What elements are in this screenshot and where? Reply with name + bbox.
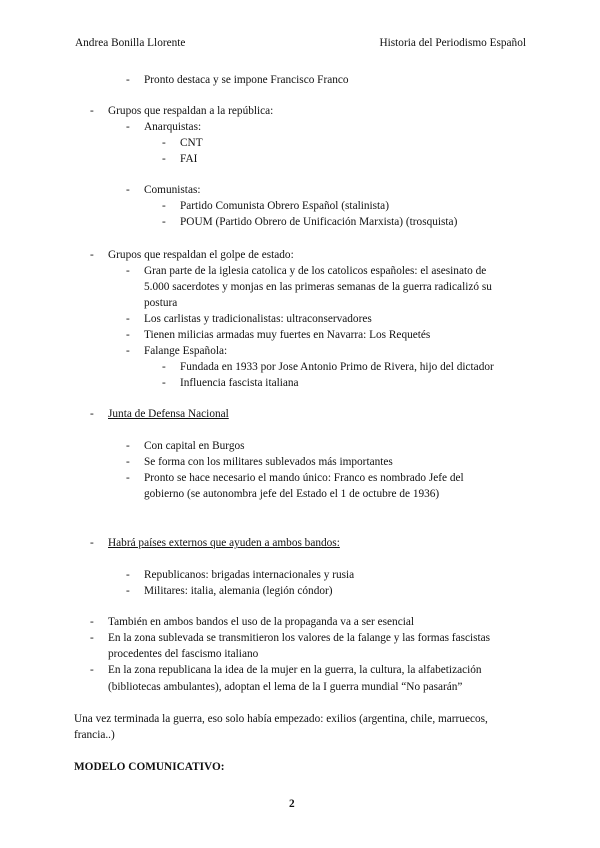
section-title: MODELO COMUNICATIVO: (74, 761, 225, 773)
bullet: - (126, 74, 130, 86)
list-item-continuation: gobierno (se autonombra jefe del Estado el 1 de octubre de 1936) (144, 488, 440, 500)
bullet: - (90, 632, 94, 644)
bullet: - (162, 361, 166, 373)
list-item: En la zona sublevada se transmitieron los valores de la falange y las formas fascistas (108, 632, 491, 644)
list-item: Fundada en 1933 por Jose Antonio Primo de Rivera, hijo del dictador (180, 361, 494, 373)
list-item: Pronto se hace necesario el mando único: Franco es nombrado Jefe del (144, 472, 464, 484)
bullet: - (126, 456, 130, 468)
page-number: 2 (289, 798, 295, 810)
bullet: - (126, 329, 130, 341)
list-item: Los carlistas y tradicionalistas: ultraconservadores (144, 313, 372, 325)
bullet: - (126, 440, 130, 452)
list-item: En la zona republicana la idea de la mujer en la guerra, la cultura, la alfabetización (108, 664, 482, 676)
bullet: - (162, 377, 166, 389)
bullet: - (90, 408, 94, 420)
list-item-continuation: (bibliotecas ambulantes), adoptan el lema de la I guerra mundial “No pasarán” (108, 681, 463, 693)
bullet: - (90, 616, 94, 628)
bullet: - (126, 345, 130, 357)
bullet: - (126, 184, 130, 196)
list-item-continuation: 5.000 sacerdotes y monjas en las primeras semanas de la guerra radicalizó su (144, 281, 492, 293)
list-item: FAI (180, 153, 198, 165)
list-item: Pronto destaca y se impone Francisco Franco (144, 74, 349, 86)
header-author: Andrea Bonilla Llorente (75, 37, 186, 49)
list-item: Gran parte de la iglesia catolica y de los catolicos españoles: el asesinato de (144, 265, 487, 277)
list-item: Se forma con los militares sublevados más importantes (144, 456, 393, 468)
bullet: - (126, 265, 130, 277)
bullet: - (126, 569, 130, 581)
list-item: Tienen milicias armadas muy fuertes en Navarra: Los Requetés (144, 329, 431, 341)
list-item: Republicanos: brigadas internacionales y rusia (144, 569, 355, 581)
list-item: También en ambos bandos el uso de la propaganda va a ser esencial (108, 616, 414, 628)
section-heading: Habrá países externos que ayuden a ambos bandos: (108, 537, 340, 549)
bullet: - (162, 137, 166, 149)
list-item-continuation: postura (144, 297, 178, 309)
list-item: POUM (Partido Obrero de Unificación Marxista) (trosquista) (180, 216, 458, 228)
header-course: Historia del Periodismo Español (379, 37, 526, 49)
list-item: Comunistas: (144, 184, 201, 196)
list-item: Falange Española: (144, 345, 228, 357)
list-item: Militares: italia, alemania (legión cóndor) (144, 585, 333, 597)
bullet: - (126, 472, 130, 484)
list-item: Anarquistas: (144, 121, 202, 133)
list-item-continuation: procedentes del fascismo italiano (108, 648, 259, 660)
bullet: - (162, 153, 166, 165)
section-heading: Junta de Defensa Nacional (108, 408, 229, 420)
bullet: - (90, 105, 94, 117)
bullet: - (126, 313, 130, 325)
list-item: Influencia fascista italiana (180, 377, 299, 389)
bullet: - (90, 537, 94, 549)
paragraph-line: francia..) (74, 729, 115, 741)
bullet: - (126, 585, 130, 597)
list-item: Partido Comunista Obrero Español (stalinista) (180, 200, 389, 212)
list-item: CNT (180, 137, 203, 149)
paragraph-line: Una vez terminada la guerra, eso solo había empezado: exilios (argentina, chile, marruecos, (74, 713, 488, 725)
bullet: - (126, 121, 130, 133)
bullet: - (90, 664, 94, 676)
bullet: - (162, 216, 166, 228)
list-item: Grupos que respaldan el golpe de estado: (108, 249, 294, 261)
bullet: - (162, 200, 166, 212)
bullet: - (90, 249, 94, 261)
list-item: Grupos que respaldan a la república: (108, 105, 274, 117)
list-item: Con capital en Burgos (144, 440, 245, 452)
